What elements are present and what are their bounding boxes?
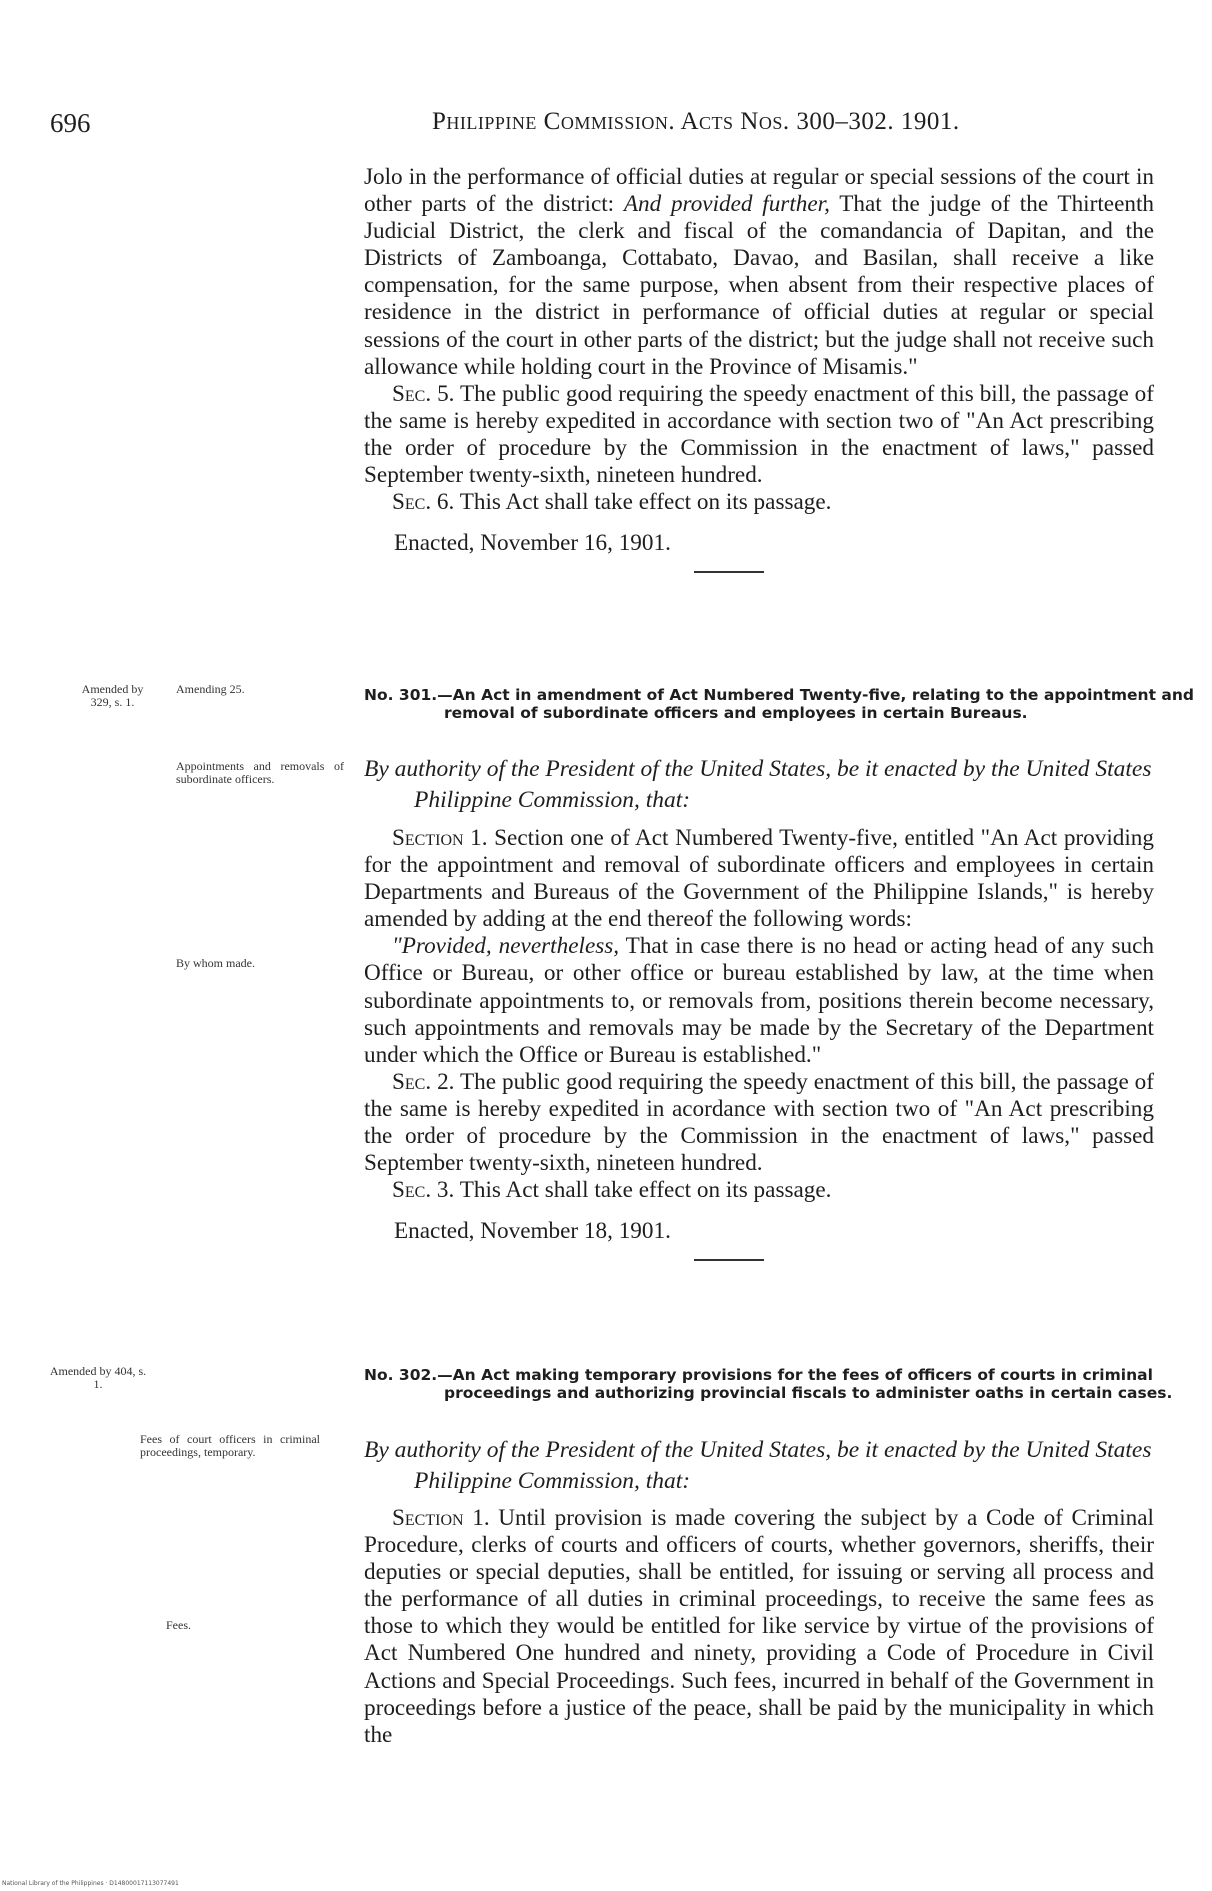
act-302-body [364, 1505, 1154, 1749]
enacted-date: Enacted, November 16, 1901. [394, 530, 671, 557]
running-head [50, 108, 1152, 138]
act-301-section-3: Sec. 3. This Act shall take effect on its passage. [392, 1177, 832, 1204]
continuation-text [364, 164, 1154, 573]
divider-rule [694, 571, 764, 573]
margin-note-fees: Fees. [166, 1618, 191, 1632]
page-number: 696 [50, 108, 91, 138]
act-302-heading: No. 302.—An Act making temporary provisions for the fees of officers of courts in criminal proceedings and authorizing provincial fiscals to administer oaths in certain cases. [364, 1366, 1173, 1402]
act-301-body [364, 825, 1154, 1261]
act-301-enacting-clause: By authority of the President of the United States, be it enacted by the United States Philippine Commission, that: [364, 756, 1152, 813]
margin-note-amended: Amended by 404, s. 1. [49, 1364, 147, 1391]
margin-note-amended: Amended by 329, s. 1. [81, 682, 144, 709]
act-302-section-1: Section 1. Until provision is made covering the subject by a Code of Criminal Procedure, clerks of courts and officers of courts, whether governors, sheriffs, their deputies or special deputies, shall be entitled, for issuing or serving all process and the performance of all duties in criminal proceedings, to receive the same fees as those to which they would be entitled for like service by virtue of the provisions of Act Numbered One hundred and ninety, providing a Code of Procedure in Civil Actions and Special Proceedings. Such fees, incurred in behalf of the Government in proceedings before a justice of the peace, shall be paid by the municipality in which the [364, 1505, 1154, 1748]
paragraph: Jolo in the performance of official duties at regular or special sessions of the court in other parts of the district: And provided further, That the judge of the Thirteenth Judicial District, the clerk and fiscal of the comandancia of Dapitan, and the Districts of Zamboanga, Cottabato, Davao, and Basilan, shall receive a like compensation, for the same purpose, when absent from their respective places of residence in the district in performance of official duties at regular or special sessions of the court in other parts of the district; but the judge shall not receive such allowance while holding court in the Province of Misamis." [364, 164, 1154, 380]
section-5: Sec. 5. The public good requiring the speedy enactment of this bill, the passage of the same is hereby expedited in accordance with section two of "An Act prescribing the order of procedure by the Commission in the enactment of laws," passed September twenty-sixth, nineteen hundred. [364, 380, 1154, 489]
section-6: Sec. 6. This Act shall take effect on its passage. [392, 489, 832, 516]
margin-note-fees-court: Fees of court officers in criminal proceedings, temporary. [140, 1432, 320, 1459]
act-302-enacting-clause: By authority of the President of the United States, be it enacted by the United States Philippine Commission, that: [364, 1437, 1152, 1494]
running-title: Philippine Commission. Acts Nos. 300–302. 1901. [432, 108, 960, 135]
divider-rule [694, 1259, 764, 1261]
enacted-date: Enacted, November 18, 1901. [394, 1218, 671, 1245]
act-301-section-2: Sec. 2. The public good requiring the speedy enactment of this bill, the passage of the same is hereby expedited in acordance with section two of "An Act prescribing the order of procedure by the Commission in the enactment of laws," passed September twenty-sixth, nineteen hundred. [364, 1068, 1154, 1177]
act-301-section-1: Section 1. Section one of Act Numbered Twenty-five, entitled "An Act providing for the appointment and removal of subordinate officers and employees in certain Departments and Bureaus of the Government of the Philippine Islands," is hereby amended by adding at the end thereof the following words: [364, 825, 1154, 933]
margin-note-amending: Amending 25. [176, 682, 245, 696]
act-301-heading: No. 301.—An Act in amendment of Act Numbered Twenty-five, relating to the appointment and removal of subordinate officers and employees in certain Bureaus. [364, 686, 1194, 722]
margin-note-by-whom: By whom made. [176, 956, 255, 970]
margin-note-appointments: Appointments and removals of subordinate officers. [176, 759, 344, 786]
scan-footer: National Library of the Philippines · D14800017113077491 [2, 1880, 179, 1887]
act-301-proviso: "Provided, nevertheless, That in case there is no head or acting head of any such Office or Bureau, or other office or bureau established by law, at the time when subordinate appointments to, or removals from, positions therein become necessary, such appointments and removals may be made by the Secretary of the Department under which the Office or Bureau is established." [364, 933, 1154, 1068]
